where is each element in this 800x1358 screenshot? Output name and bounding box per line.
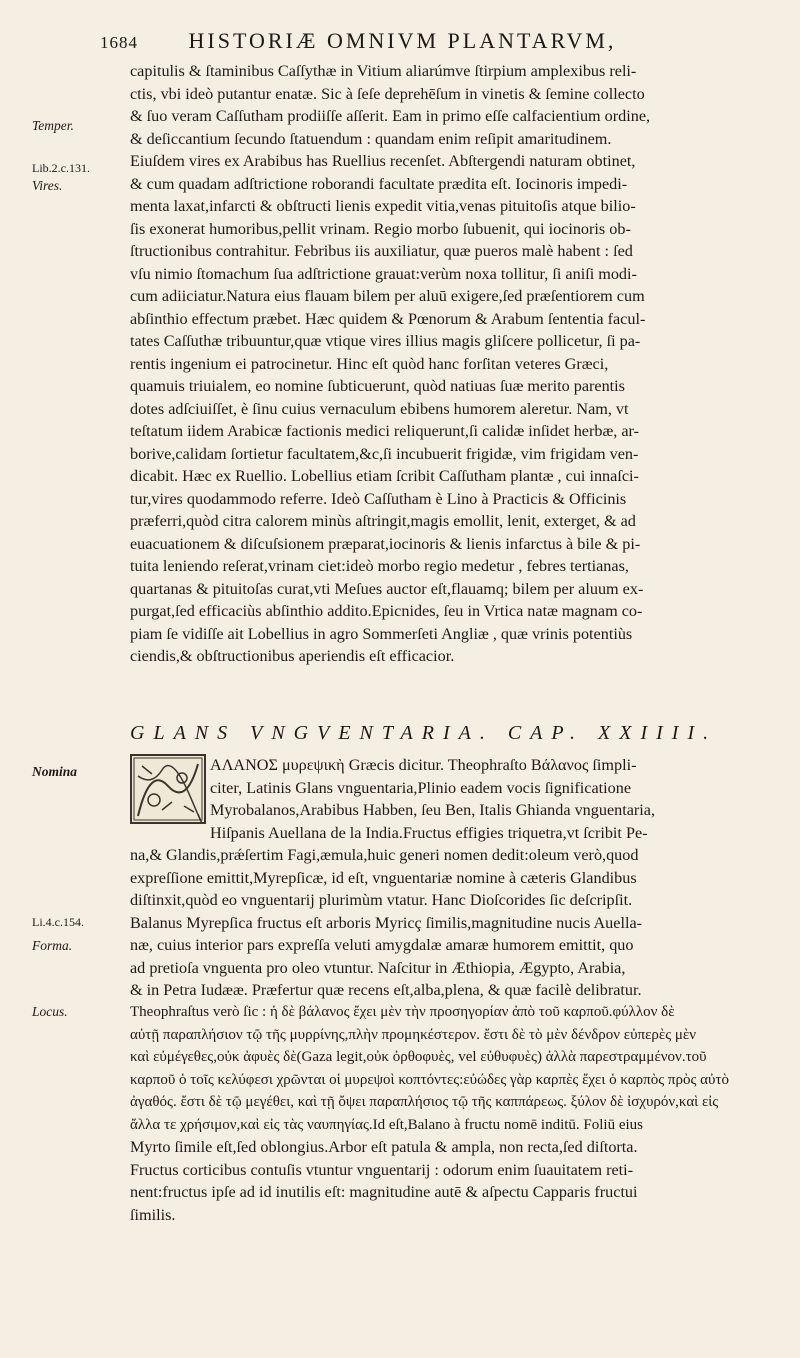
greek-text-line: καρποῦ ὁ τοῖς κελύφεσι χρῶνται οἱ μυρεψοὶ κοπτόντες:εὐώδες γὰρ καρπὲς ἔχει ὁ καρπὸς πρὸς αὐτὸ [130,1071,729,1088]
text-line: quartanas & pituitoſas curat,vti Meſues auctor eſt,flauamq; bilem per aluum ex- [130,579,644,598]
text-line: & cum quadam adſtrictione roborandi facultate prædita eſt. Iocinoris impedi- [130,174,628,193]
text-line: borive,calidam ſortietur facultatem,&c,ſi incubuerit frigidæ, vim frigidam ven- [130,444,639,463]
text-line: abſinthio effectum præbet. Hæc quidem & Pœnorum & Arabum ſententia facul- [130,309,646,328]
section-two-text [130,844,780,1002]
text-line: næ, cuius interior pars expreſſa veluti amygdalæ amaræ humorem emittit, quo [130,936,634,954]
text-line: cum adiiciatur.Natura eius flauam bilem per aluū exigere,ſed præſentiorem cum [130,287,645,305]
text-line: & in Petra Iudææ. Præfertur quæ recens eſt,alba,plena, & quæ facilè delibratur. [130,981,642,999]
text-line: ad pretioſa vnguenta pro oleo vtuntur. Naſcitur in Æthiopia, Ægypto, Arabia, [130,958,626,977]
greek-text-line: Theophraſtus verò ſic : ἡ δὲ βάλανος ἔχει μὲν τὴν προσηγορίαν ἀπὸ τοῦ καρποῦ.φύλλον δὲ [130,1004,675,1020]
margin-note-forma: Forma. [32,938,73,953]
running-title: HISTORIÆ OMNIVM PLANTARVM, [188,28,617,53]
section-two-initial-text [210,754,780,844]
margin-note-ref2: Li.4.c.154. [32,915,84,929]
chapter-heading: GLANS VNGVENTARIA. CAP. XXIIII. [130,722,718,744]
margin-note-ref1: Lib.2.c.131. [32,161,90,175]
text-line: expreſſione emittit,Myrepſicæ, id eſt, vnguentariæ nomine à cæteris Glandibus [130,868,637,887]
text-line: tuita leniendo reſerat,vrinam ciet:ideò morbo regio medetur , febres tertianas, [130,557,629,575]
text-line: Hiſpanis Auellana de la India.Fructus effigies triquetra,vt ſcribit Pe- [210,823,648,842]
text-line: Myrto ſimile eſt,ſed oblongius.Arbor eſt patula & ampla, non recta,ſed diſtorta. [130,1138,638,1156]
text-line: Eiuſdem vires ex Arabibus has Ruellius recenſet. Abſtergendi naturam obtinet, [130,152,636,170]
greek-text-line: ἀγαθός. ἔστι δὲ τῷ μεγέθει, καὶ τῇ ὄψει παραπλήσιος τῷ τῆς καππάρεως. ξύλον δὲ ἰσχυρόν,καὶ εἰς [130,1094,719,1110]
text-line: quamuis triuialem, eo nomine ſubticuerunt, quòd natiuas ſuæ merito parentis [130,377,625,395]
text-line: capitulis & ſtaminibus Caſſythæ in Vitium aliarúmve ſtirpium amplexibus reli- [130,62,637,80]
text-line: piam ſe vidiſſe ait Lobellius in agro Sommerſeti Angliæ , quæ vrinis potentiùs [130,624,633,643]
page-number: 1684 [100,33,138,52]
margin-note-locus: Locus. [32,1004,68,1019]
text-line: teſtatum iidem Arabicæ factionis medici reliquerunt,ſi calidæ inſidet herbæ, ar- [130,422,639,440]
text-line: Balanus Myrepſica fructus eſt arboris Myricç ſimilis,magnitudine nucis Auella- [130,913,643,932]
text-line: ciendis,& obſtructionibus aperiendis eſt efficacior. [130,647,455,665]
text-line: ΑΛΑΝΟΣ μυρεψικὴ Græcis dicitur. Theophraſto Βάλανος ſimpli- [210,756,637,774]
running-header [100,28,780,54]
text-line: dicabit. Hæc ex Ruellio. Lobellius etiam ſcribit Caſſutham plantæ , cui innaſci- [130,467,639,485]
text-line: citer, Latinis Glans vnguentaria,Plinio eadem vocis ſignificatione [210,778,632,797]
text-line: vſu nimio ſtomachum ſua adſtrictione grauat:verùm noxa tollitur, ſi aniſi modi- [130,264,637,283]
decorated-initial-ornament [130,754,206,824]
greek-text-line: καὶ εὐμέγεθες,οὐκ ἀφυὲς δὲ(Gaza legit,οὐκ ὀρθοφυὲς, vel εὐθυφυὲς) ἀλλὰ παρεστραμμένον.τοῦ [130,1049,707,1065]
section-one-text [130,60,780,668]
greek-text-line: αὐτῇ παραπλήσιον τῷ τῆς μυρρίνης,πλὴν προμηκέστερον. ἔστι δὲ τὸ μὲν δένδρον εὐπερὲς μὲν [130,1026,697,1043]
text-line: præferri,quòd citra calorem minùs aſtringit,magis emollit, lenit, exterget, & ad [130,512,636,530]
text-line: & ſuo veram Caſſutham prodiiſſe aſſerit. Eam in primo eſſe calfacientium ordine, [130,107,651,125]
text-line: menta laxat,infarcti & obſtructi lienis expedit vitia,venas pituitoſis atque bilio- [130,197,636,215]
text-line: euacuationem & diſcuſsionem præparat,iocinoris & lienis infarctus à bile & pi- [130,534,641,553]
text-line: tates Caſſuthæ tribuuntur,quæ vtique vires illius magis gliſcere pollicetur, ſi pa- [130,332,641,350]
text-line: rentis ingenium ei patrocinetur. Hinc eſt quòd hanc forſitan veteres Græci, [130,354,609,373]
text-line: ctis, vbi ideò putantur enatæ. Sic à ſeſe deprehēſum in vinetis & ſemine collecto [130,84,645,103]
greek-quotation [130,1001,780,1136]
text-line: & deſiccantium ſecundo ſtatuendum : quandam enim reſipit amaritudinem. [130,129,612,148]
margin-note-nomina: Nomina [32,764,78,779]
text-line: ſtructionibus contrahitur. Febribus iis auxiliatur, quæ pueros malè habent : ſed [130,242,633,260]
text-line: tur,vires quodammodo referre. Ideò Caſſutham è Lino à Practicis & Officinis [130,489,627,508]
margin-note-temper: Temper. [32,118,74,133]
text-line: dotes adſciuiſſet, è ſinu cuius vernaculum ebibens humorem aleretur. Nam, vt [130,399,629,418]
text-line: Fructus corticibus contuſis vtuntur vnguentarij : odorum enim ſuauitatem reti- [130,1160,634,1179]
section-two-end-text [130,1136,780,1226]
text-line: ſis exonerat humoribus,pellit vrinam. Regio morbo ſubuenit, qui iocinoris ob- [130,219,631,238]
text-line: Myrobalanos,Arabibus Habben, ſeu Ben, Italis Ghianda vnguentaria, [210,801,656,819]
text-line: ſimilis. [130,1205,176,1224]
text-line: diſtinxit,quòd eo vnguentarij plurimùm vtatur. Hanc Dioſcorides ſic deſcripſit. [130,891,633,909]
text-line: na,& Glandis,prǽſertim Fagi,æmula,huic generi nomen dedit:oleum verò,quod [130,846,639,864]
greek-text-line: ἄλλα τε χρήσιμον,καὶ εἰς τὰς ναυπηγίας.Id eſt,Balano à fructu nomē inditū. Foliū eius [130,1116,644,1133]
margin-note-vires: Vires. [32,178,63,193]
text-line: nent:fructus ipſe ad id inutilis eſt: magnitudine autē & aſpectu Capparis fructui [130,1183,638,1201]
text-line: purgat,ſed efficaciùs abſinthio addito.Epicnides, ſeu in Vrtica natæ magnam co- [130,602,643,620]
